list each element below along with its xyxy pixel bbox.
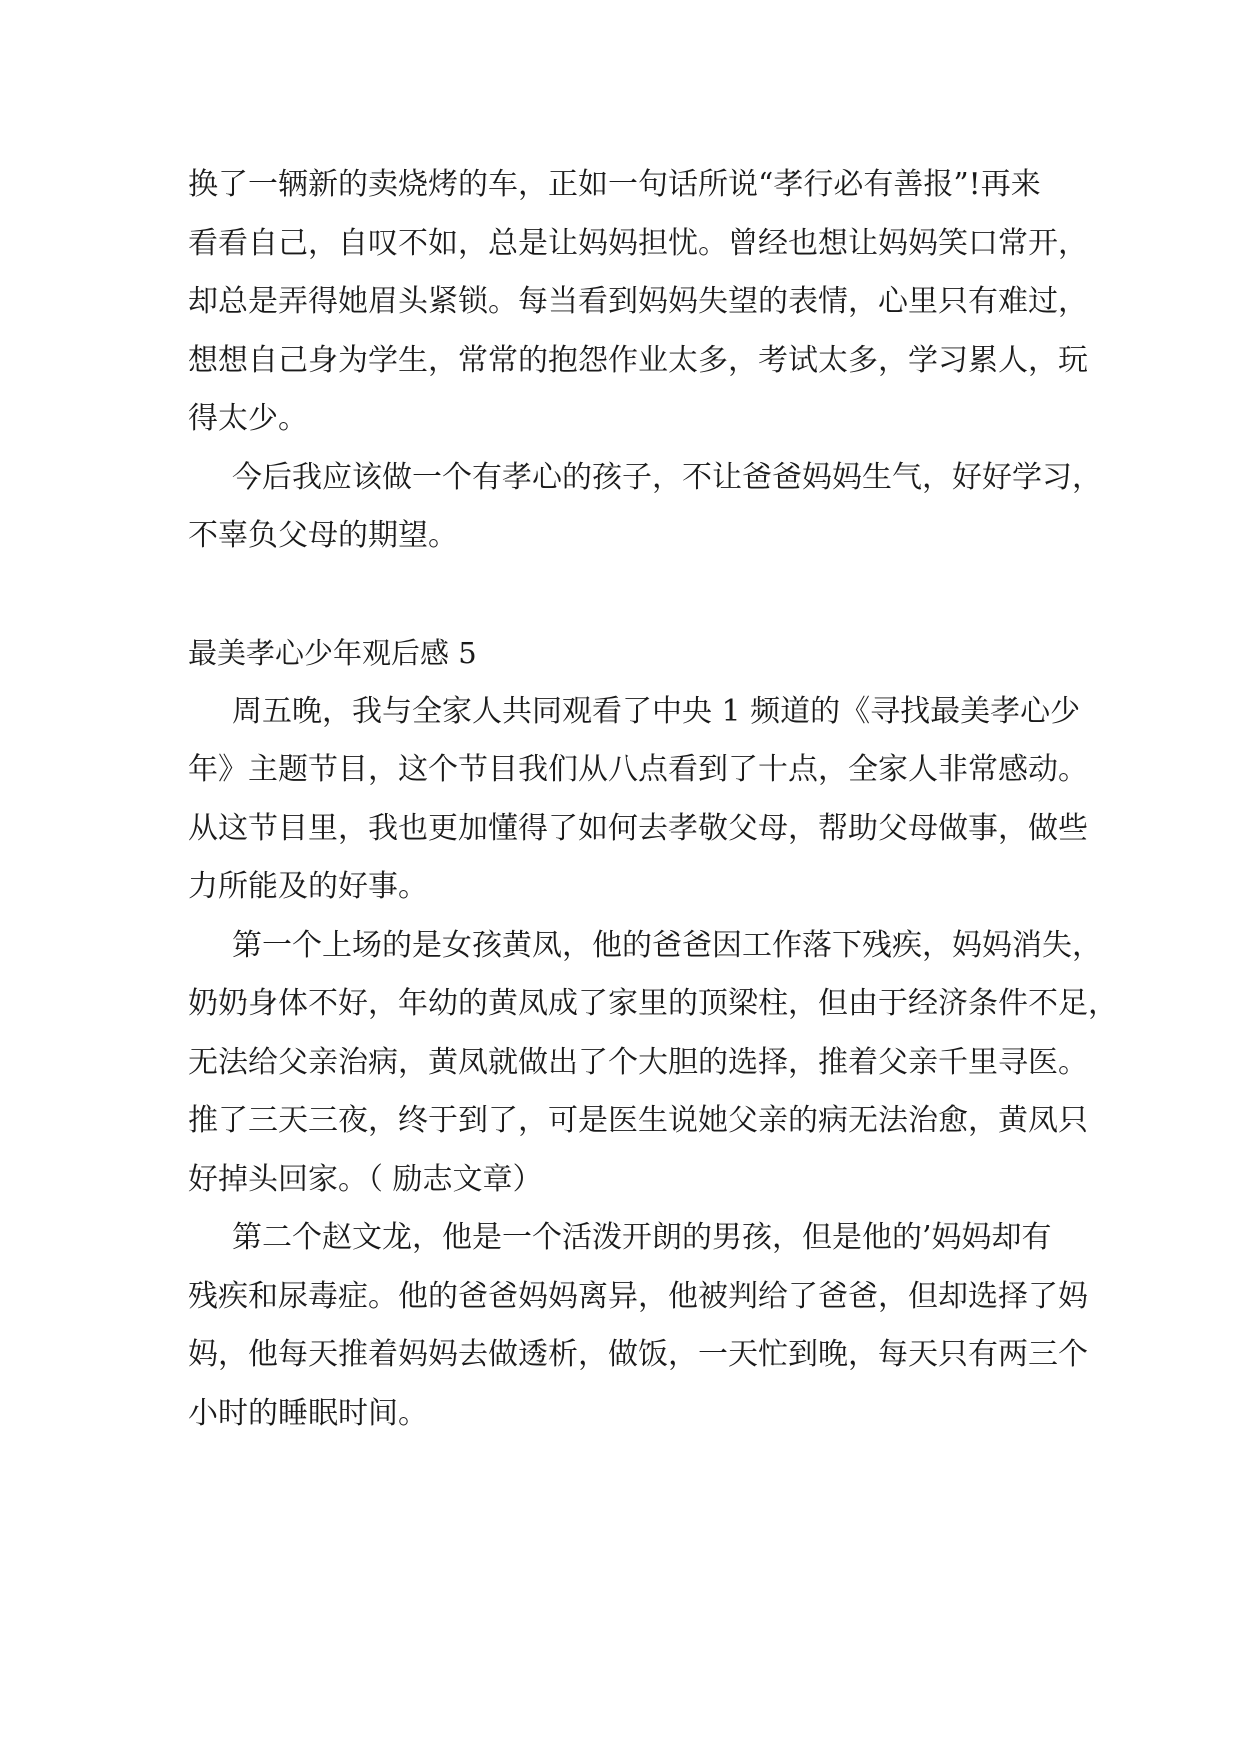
text-line: 无法给父亲治病，黄凤就做出了个大胆的选择，推着父亲千里寻医。 <box>188 1044 1088 1080</box>
text-line: 奶奶身体不好，年幼的黄凤成了家里的顶梁柱，但由于经济条件不足， <box>188 986 1118 1021</box>
text-line: 从这节目里，我也更加懂得了如何去孝敬父母，帮助父母做事，做些 <box>188 810 1088 846</box>
text-line: 却总是弄得她眉头紧锁。每当看到妈妈失望的表情，心里只有难过， <box>188 284 1088 319</box>
text-line: 得太少。 <box>188 401 308 436</box>
text-line: 今后我应该做一个有孝心的孩子，不让爸爸妈妈生气，好好学习， <box>232 459 1102 495</box>
section-title: 最美孝心少年观后感 5 <box>188 636 477 670</box>
paragraph <box>188 156 1088 449</box>
text-line: 残疾和尿毒症。他的爸爸妈妈离异，他被判给了爸爸，但却选择了妈 <box>188 1278 1088 1314</box>
document-body <box>188 156 1118 1443</box>
text-line: 推了三天三夜，终于到了，可是医生说她父亲的病无法治愈，黄凤只 <box>188 1103 1088 1138</box>
text-line: 第二个赵文龙，他是一个活泼开朗的男孩，但是他的’妈妈却有 <box>232 1220 1052 1255</box>
blank-line <box>188 566 1058 625</box>
text-line: 不辜负父母的期望。 <box>188 518 458 553</box>
text-line: 好掉头回家。（ 励志文章） <box>188 1161 543 1197</box>
text-line: 周五晚，我与全家人共同观看了中央 1 频道的《寻找最美孝心少 <box>232 693 1081 729</box>
text-line: 第一个上场的是女孩黄凤，他的爸爸因工作落下残疾，妈妈消失， <box>232 927 1102 963</box>
paragraph <box>188 917 1118 1210</box>
paragraph <box>188 449 1102 566</box>
text-line: 看看自己，自叹不如，总是让妈妈担忧。曾经也想让妈妈笑口常开， <box>188 225 1088 261</box>
text-line: 力所能及的好事。 <box>188 869 428 904</box>
text-line: 小时的睡眠时间。 <box>188 1395 428 1431</box>
text-line: 想想自己身为学生，常常的抱怨作业太多，考试太多，学习累人，玩 <box>188 342 1088 378</box>
text-line: 换了一辆新的卖烧烤的车，正如一句话所说“孝行必有善报”!再来 <box>188 167 1041 202</box>
paragraph <box>188 1209 1088 1443</box>
text-line: 妈，他每天推着妈妈去做透析，做饭，一天忙到晚，每天只有两三个 <box>188 1337 1088 1372</box>
text-line: 年》主题节目，这个节目我们从八点看到了十点，全家人非常感动。 <box>188 752 1088 787</box>
paragraph <box>188 683 1088 917</box>
